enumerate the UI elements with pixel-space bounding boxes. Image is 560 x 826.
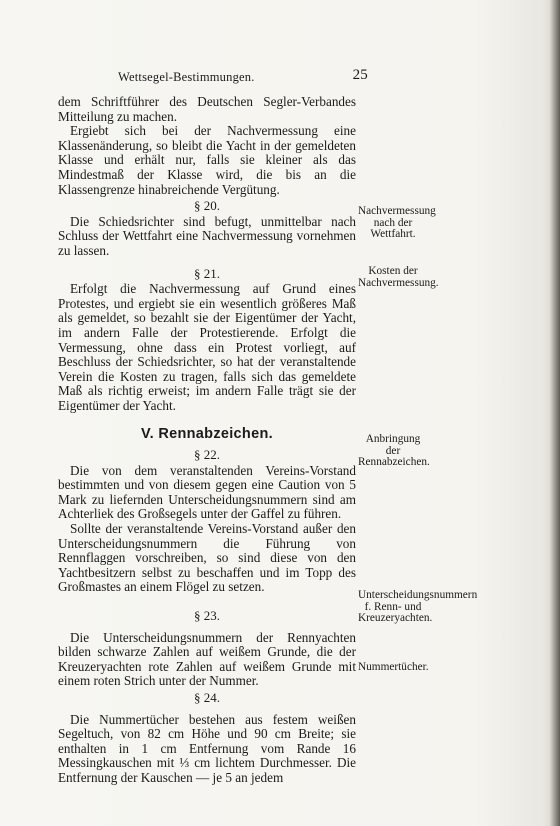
section-heading: § 23.	[194, 608, 220, 623]
margin-note: Anbringung der Rennabzeichen.	[358, 433, 430, 468]
page-edge	[550, 0, 560, 826]
running-title: Wettsegel-Bestimmungen.	[118, 70, 255, 84]
main-text	[58, 95, 356, 786]
paragraph: Die Schiedsrichter sind befugt, unmittelbar nach Schluss der Wettfahrt eine Nachvermessung vornehmen zu lassen.	[58, 213, 356, 258]
margin-note: Nachvermessung nach der Wettfahrt.	[358, 205, 436, 240]
paragraph: Die Unterscheidungsnummern der Rennyachten bilden schwarze Zahlen auf weißem Grunde, die der Kreuzeryachten rote Zahlen auf weißem Grunde mit einem roten Strich unter der Nummer.	[58, 629, 356, 689]
margin-note: Nummertücher.	[358, 661, 429, 673]
margin-note: Unterscheidungsnummern f. Renn- und Kreuzeryachten.	[358, 589, 478, 624]
section-heading: § 21.	[194, 265, 220, 281]
paragraph: Die von dem veranstaltenden Vereins-Vorstand bestimmten und von diesem gegen eine Caution von 5 Mark zu liefernden Unterscheidungsnummern sind am Achterliek des Großsegels unter der Gaffel zu führen.	[58, 462, 356, 522]
page-number: 25	[352, 67, 368, 83]
paragraph: Erfolgt die Nachvermessung auf Grund eines Protestes, und ergiebt sie ein wesentlich größeres Maß als gemeldet, so bezahlt sie der Eigentümer der Yacht, im andern Falle der Protestierende. Erfolgt die Vermessung, ohne dass ein Protest vorliegt, auf Beschluss der Schiedsrichter, so hat der veranstaltende Verein die Kosten zu tragen, falls sich das gemeldete Maß als richtig erweist; im andern Falle trägt sie der Eigentümer der Yacht.	[58, 281, 356, 413]
paragraph: dem Schriftführer des Deutschen Segler-Verbandes Mitteilung zu machen.	[58, 94, 356, 124]
margin-note: Kosten der Nachvermessung.	[358, 265, 439, 289]
chapter-heading: V. Rennabzeichen.	[141, 426, 273, 443]
section-heading: § 24.	[194, 689, 220, 705]
paragraph: Sollte der veranstaltende Vereins-Vorstand außer den Unterscheidungsnummern die Führung von Rennflaggen vorschreiben, so sind diese von den Yachtbesitzern selbst zu beschaffen und im Topp des Großmastes an einem Flögel zu setzen.	[58, 521, 356, 595]
paragraph: Ergiebt sich bei der Nachvermessung eine Klassenänderung, so bleibt die Yacht in der gemeldeten Klasse und erhält nur, falls sie kleiner als das Mindestmaß der Klasse wird, die bis an die Klassengrenze hinabreichende Vergütung.	[58, 123, 356, 197]
paragraph: Die Nummertücher bestehen aus festem weißen Segeltuch, von 82 cm Höhe und 90 cm Breite; sie enthalten in 1 cm Entfernung vom Rande 16 Messingkauschen mit ⅓ cm lichtem Durchmesser. Die Entfernung der Kauschen — je 5 an jedem	[58, 711, 356, 785]
section-heading: § 22.	[194, 447, 220, 463]
section-heading: § 20.	[194, 198, 220, 214]
